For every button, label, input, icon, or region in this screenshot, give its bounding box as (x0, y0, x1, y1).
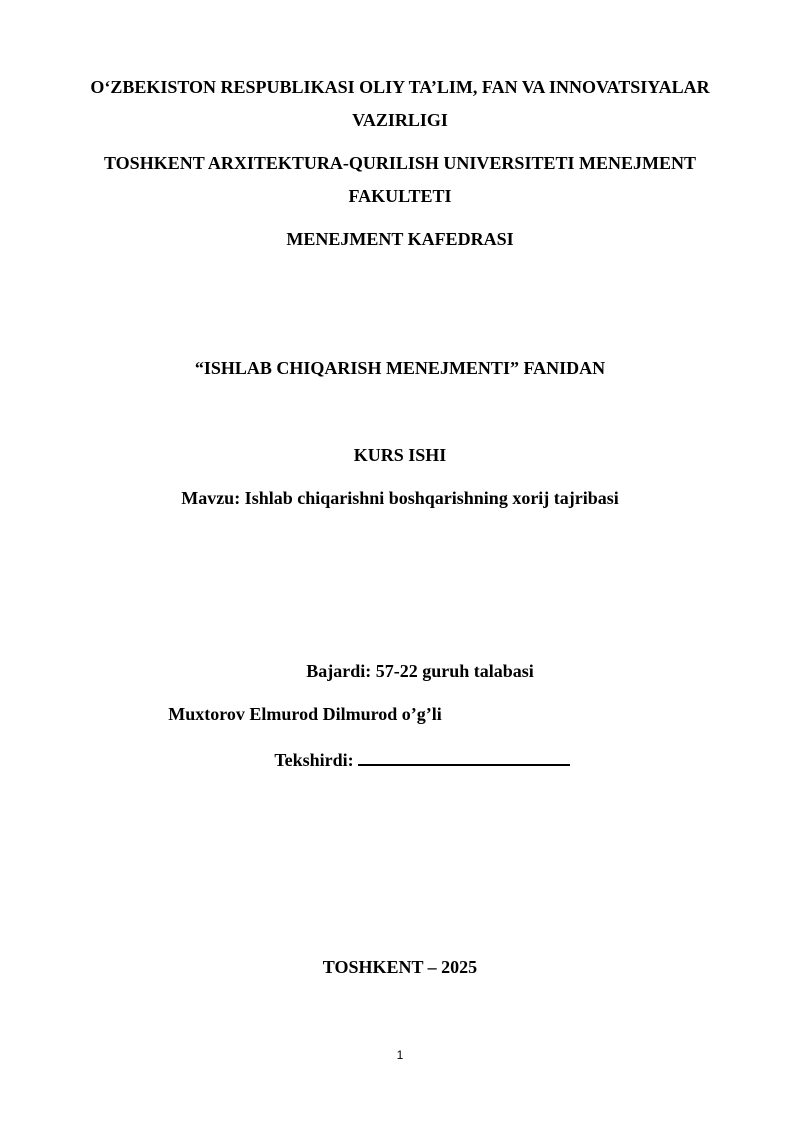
ministry-title-line2: VAZIRLIGI (352, 110, 448, 130)
page-number: 1 (396, 1048, 404, 1062)
signature-blank-line (358, 746, 570, 766)
performed-by-line: Bajardi: 57-22 guruh talabasi (306, 661, 534, 681)
city-year: TOSHKENT – 2025 (322, 957, 478, 977)
university-title-line2: FAKULTETI (348, 186, 452, 206)
department-title: MENEJMENT KAFEDRASI (286, 229, 514, 249)
subject-title: “ISHLAB CHIQARISH MENEJMENTI” FANIDAN (194, 358, 606, 378)
work-type-title: KURS ISHI (353, 445, 447, 465)
student-name-row (5, 703, 800, 725)
university-title-line1: TOSHKENT ARXITEKTURA-QURILISH UNIVERSITETI MENEJMENT (104, 153, 696, 173)
ministry-title-line1: O‘ZBEKISTON RESPUBLIKASI OLIY TA’LIM, FAN VA INNOVATSIYALAR (90, 77, 710, 97)
checked-by-row (22, 746, 800, 771)
topic-line: Mavzu: Ishlab chiqarishni boshqarishning xorij tajribasi (181, 488, 619, 508)
student-name: Muxtorov Elmurod Dilmurod o’g’li (168, 704, 442, 724)
checked-by-label: Tekshirdi: (274, 750, 354, 770)
